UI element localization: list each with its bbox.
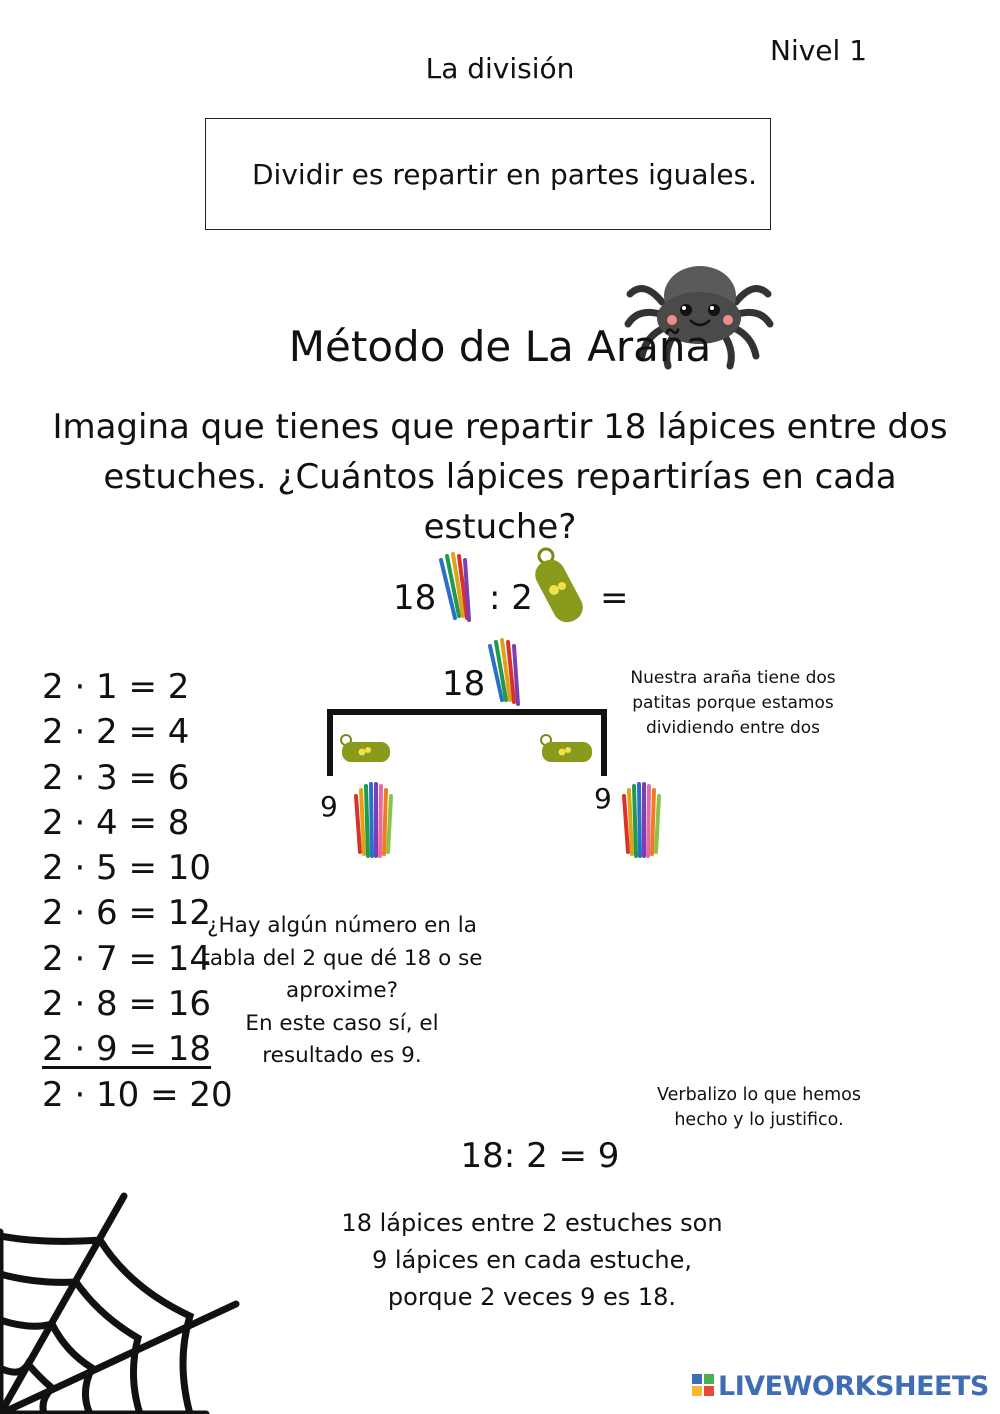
equation-equals: = <box>600 578 629 618</box>
times-table-row: 2 · 7 = 14 <box>42 938 212 979</box>
final-equation: 18: 2 = 9 <box>460 1136 620 1176</box>
spider-dividend: 18 <box>442 664 486 704</box>
times-table-row: 2 · 4 = 8 <box>42 802 190 843</box>
conclusion-text <box>322 1205 742 1316</box>
right-quotient: 9 <box>594 782 612 815</box>
method-title: Método de La Araña <box>288 322 712 371</box>
definition-text: Dividir es repartir en partes iguales. <box>252 158 758 191</box>
colored-pencils-icon <box>352 782 396 860</box>
problem-statement: Imagina que tienes que repartir 18 lápices entre dos estuches. ¿Cuántos lápices repartirías en cada estuche? <box>52 407 948 547</box>
times-table-row: 2 · 3 = 6 <box>42 757 190 798</box>
times-table-row: 2 · 8 = 16 <box>42 984 212 1025</box>
equation-dividend: 18 <box>393 578 437 618</box>
verbalize-note: Verbalizo lo que hemos hecho y lo justifico. <box>657 1085 861 1130</box>
times-table-row: 2 · 5 = 10 <box>42 848 212 889</box>
times-table-row: 2 · 10 = 20 <box>42 1074 233 1115</box>
level-label: Nivel 1 <box>770 34 868 67</box>
left-quotient: 9 <box>320 790 338 823</box>
pencil-case-icon <box>338 732 392 766</box>
question-line: ¿Hay algún número en la tabla del 2 que dé 18 o se aproxime? <box>201 913 483 1003</box>
times-table-row: 2 · 1 = 2 <box>42 667 190 707</box>
question-text <box>196 910 488 1073</box>
times-table-row-highlighted: 2 · 9 = 18 <box>42 1029 212 1070</box>
pencil-case-icon <box>538 732 594 766</box>
conclusion-line: porque 2 veces 9 es 18. <box>387 1283 677 1311</box>
liveworksheets-logo[interactable]: LIVEWORKSHEETS <box>718 1371 989 1402</box>
spider-web-icon <box>0 1192 250 1414</box>
pencil-case-icon <box>532 546 590 626</box>
times-table-row: 2 · 6 = 12 <box>42 893 212 934</box>
pencils-icon <box>433 552 473 624</box>
equation-divisor: : 2 <box>489 578 533 618</box>
answer-line: En este caso sí, el resultado es 9. <box>245 1010 439 1068</box>
pencils-icon <box>484 638 524 706</box>
conclusion-line: 18 lápices entre 2 estuches son <box>341 1209 723 1237</box>
times-table-row: 2 · 2 = 4 <box>42 712 190 753</box>
colored-pencils-icon <box>620 782 664 860</box>
spider-legs-note: Nuestra araña tiene dos patitas porque estamos dividiendo entre dos <box>630 668 836 738</box>
conclusion-line: 9 lápices en cada estuche, <box>371 1246 693 1274</box>
page-title: La división <box>425 52 575 85</box>
liveworksheets-logo-icon <box>692 1374 714 1396</box>
